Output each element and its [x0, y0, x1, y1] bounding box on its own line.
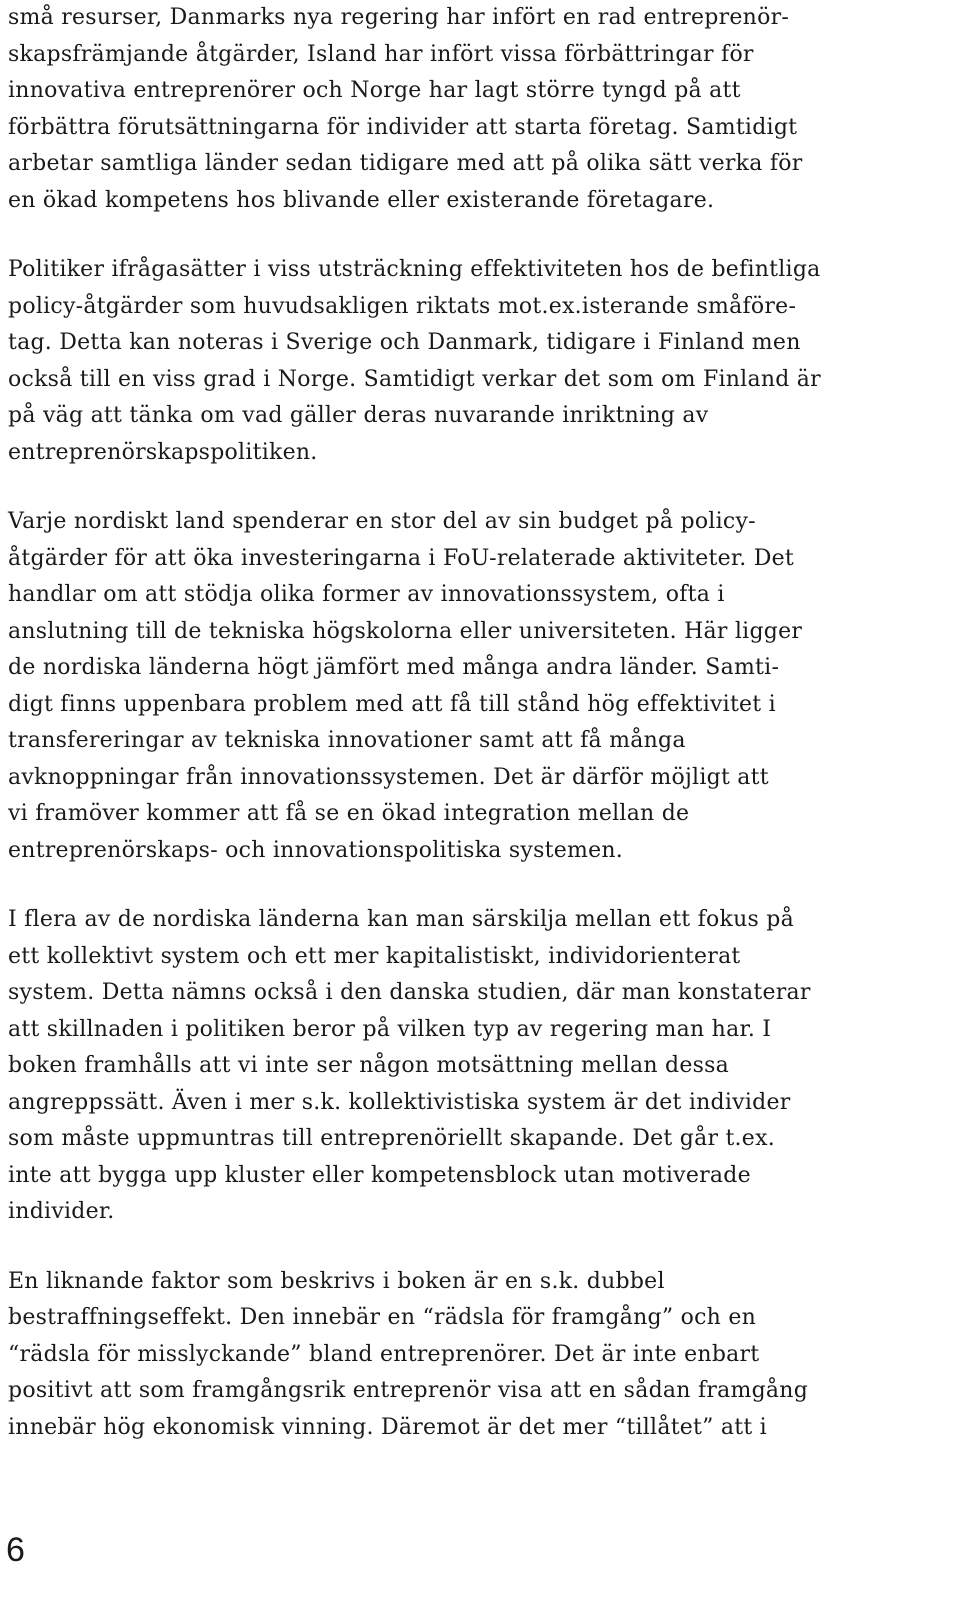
paragraph-5	[8, 1264, 952, 1447]
text-line: också till en viss grad i Norge. Samtidigt verkar det som om Finland är	[8, 366, 821, 392]
text-line: inte att bygga upp kluster eller kompetensblock utan motiverade	[8, 1162, 751, 1188]
text-line: Politiker ifrågasätter i viss utsträckning effektiviteten hos de befintliga	[8, 257, 821, 282]
text-line: skapsfrämjande åtgärder, Island har infört vissa förbättringar för	[8, 41, 754, 67]
page-number: 6	[6, 1531, 25, 1569]
paragraph-3	[8, 504, 952, 869]
text-line: små resurser, Danmarks nya regering har infört en rad entreprenör-	[8, 5, 790, 30]
text-line: åtgärder för att öka investeringarna i FoU-relaterade aktiviteter. Det	[8, 545, 794, 571]
text-line: entreprenörskapspolitiken.	[8, 439, 318, 465]
text-line: avknoppningar från innovationssystemen. Det är därför möjligt att	[8, 764, 769, 790]
paragraph-2	[8, 252, 952, 471]
text-line: entreprenörskaps- och innovationspolitiska systemen.	[8, 837, 624, 863]
document-page	[8, 0, 952, 1479]
text-line: att skillnaden i politiken beror på vilken typ av regering man har. I	[8, 1016, 772, 1042]
text-line: tag. Detta kan noteras i Sverige och Danmark, tidigare i Finland men	[8, 330, 801, 355]
text-line: digt finns uppenbara problem med att få till stånd hög effektivitet i	[8, 691, 776, 717]
text-line: positivt att som framgångsrik entreprenör visa att en sådan framgång	[8, 1378, 809, 1403]
text-line: handlar om att stödja olika former av innovationssystem, ofta i	[8, 582, 725, 607]
text-line: som måste uppmuntras till entreprenöriellt skapande. Det går t.ex.	[8, 1126, 775, 1151]
text-line: “rädsla för misslyckande” bland entreprenörer. Det är inte enbart	[8, 1341, 760, 1367]
text-line: vi framöver kommer att få se en ökad integration mellan de	[8, 801, 690, 826]
paragraph-4	[8, 902, 952, 1231]
text-line: Varje nordiskt land spenderar en stor del av sin budget på policy-	[8, 509, 756, 534]
text-line: förbättra förutsättningarna för individer att starta företag. Samtidigt	[8, 114, 798, 140]
text-line: på väg att tänka om vad gäller deras nuvarande inriktning av	[8, 403, 709, 428]
text-line: anslutning till de tekniska högskolorna eller universiteten. Här ligger	[8, 618, 803, 644]
text-line: boken framhålls att vi inte ser någon motsättning mellan dessa	[8, 1053, 730, 1078]
text-line: En liknande faktor som beskrivs i boken är en s.k. dubbel	[8, 1268, 665, 1294]
text-line: ett kollektivt system och ett mer kapitalistiskt, individorienterat	[8, 943, 741, 969]
paragraph-1	[8, 0, 952, 219]
text-line: innebär hög ekonomisk vinning. Däremot är det mer “tillåtet” att i	[8, 1414, 767, 1440]
text-line: angreppssätt. Även i mer s.k. kollektivistiska system är det individer	[8, 1089, 791, 1115]
text-line: I flera av de nordiska länderna kan man särskilja mellan ett fokus på	[8, 907, 794, 932]
text-line: en ökad kompetens hos blivande eller existerande företagare.	[8, 187, 715, 213]
text-line: de nordiska länderna högt jämfört med många andra länder. Samti-	[8, 655, 780, 680]
text-line: transfereringar av tekniska innovationer samt att få många	[8, 728, 686, 753]
text-line: policy-åtgärder som huvudsakligen riktats mot.ex.isterande småföre-	[8, 293, 797, 319]
text-line: bestraffningseffekt. Den innebär en “rädsla för framgång” och en	[8, 1305, 757, 1330]
text-line: individer.	[8, 1199, 115, 1224]
text-line: arbetar samtliga länder sedan tidigare med att på olika sätt verka för	[8, 151, 803, 176]
text-line: system. Detta nämns också i den danska studien, där man konstaterar	[8, 980, 811, 1005]
text-line: innovativa entreprenörer och Norge har lagt större tyngd på att	[8, 78, 741, 103]
